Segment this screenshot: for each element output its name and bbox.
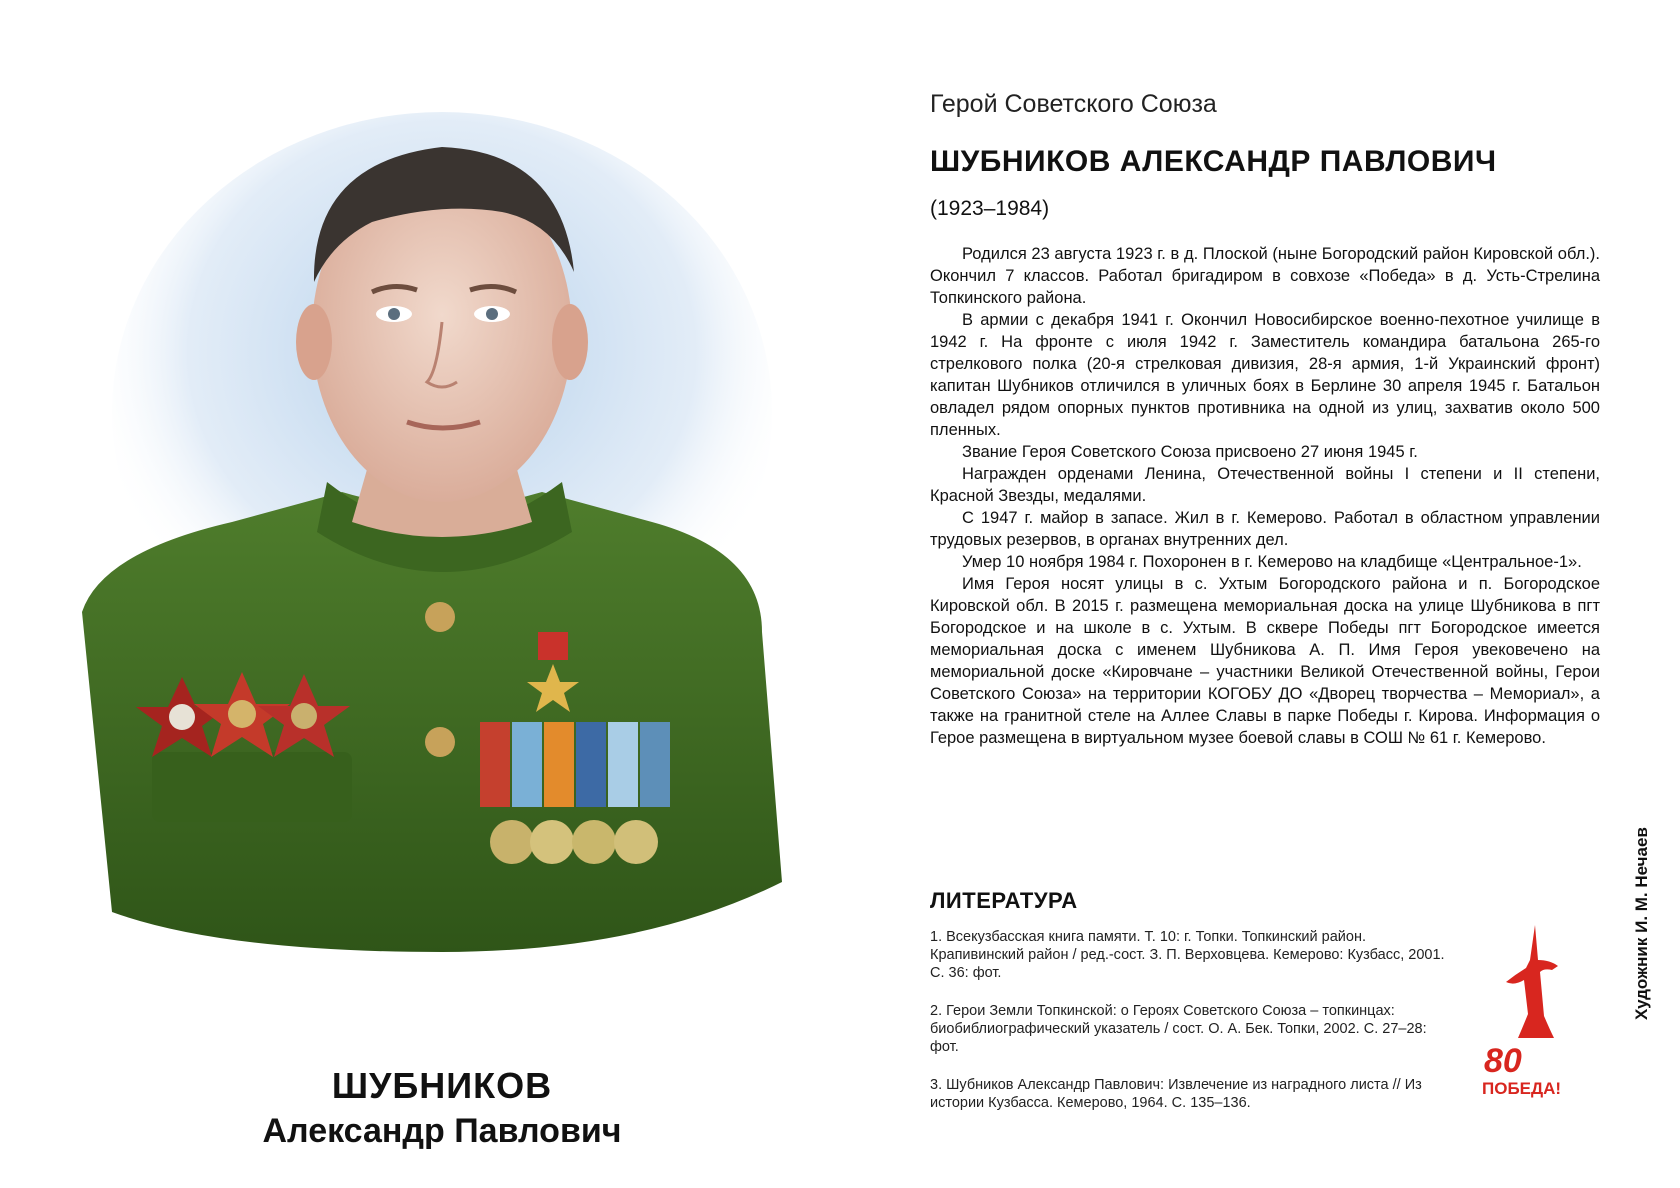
bio-paragraph: Имя Героя носят улицы в с. Ухтым Богородского района и п. Богородское Кировской обл. В 2015 г. размещена мемориальная доска на улице Шубникова в пгт Богородское и на школе в с. Ухтым. В сквере Победы пгт Богородское имеется мемориальная доска с именем Шубникова А. П. Имя Героя увековечено на мемориальной доске «Кировчане – участники Великой Отечественной войны, Герои Советского Союза» на территории КОГОБУ ДО «Дворец творчества – Мемориал», а также на гранитной стеле на Аллее Славы в парке Победы г. Кирова. Информация о Герое размещена в виртуальном музее боевой славы в СОШ № 61 г. Кемерово. bbox=[930, 575, 1600, 747]
literature-item: 3. Шубников Александр Павлович: Извлечение из наградного листа // Из истории Кузбасса. Кемерово, 1964. С. 135–136. bbox=[930, 1077, 1422, 1111]
life-years: (1923–1984) bbox=[930, 197, 1050, 220]
ear-right bbox=[552, 304, 588, 380]
order-center bbox=[228, 700, 256, 728]
bio-paragraph: Умер 10 ноября 1984 г. Похоронен в г. Кемерово на кладбище «Центральное-1». bbox=[962, 553, 1582, 571]
bio-paragraph: С 1947 г. майор в запасе. Жил в г. Кемерово. Работал в областном управлении трудовых резервов, в органах внутренних дел. bbox=[930, 509, 1600, 549]
bio-paragraph: В армии с декабря 1941 г. Окончил Новосибирское военно-пехотное училище в 1942 г. На фронте с июля 1942 г. Заместитель командира батальона 265-го стрелкового полка (20-я стрелковая дивизия, 28-я армия, 1-й Украинский фронт) капитан Шубников отличился в уличных боях в Берлине 30 апреля 1945 г. Батальон овладел рядом опорных пунктов противника на одной из улиц, захватив около 500 пленных. bbox=[930, 311, 1600, 439]
artist-credit: Художник И. М. Нечаев bbox=[1632, 827, 1651, 1020]
victory-80-logo bbox=[1480, 920, 1580, 1100]
biography-panel bbox=[930, 90, 1600, 749]
bio-paragraph: Награжден орденами Ленина, Отечественной войны I степени и II степени, Красной Звезды, медалями. bbox=[930, 465, 1600, 505]
biography-text bbox=[930, 243, 1600, 749]
uniform-button bbox=[425, 602, 455, 632]
hero-star-ribbon bbox=[538, 632, 568, 660]
literature-heading: ЛИТЕРАТУРА bbox=[930, 888, 1078, 913]
logo-word: ПОБЕДА! bbox=[1482, 1079, 1562, 1098]
ear-left bbox=[296, 304, 332, 380]
order-center bbox=[291, 703, 317, 729]
literature-item: 2. Герои Земли Топкинской: о Героях Советского Союза – топкинцах: биобиблиографический указатель / сост. О. А. Бек. Топки, 2002. С. 27–28: фот. bbox=[930, 1003, 1427, 1055]
order-center bbox=[169, 704, 195, 730]
portrait-panel bbox=[42, 52, 842, 1150]
hero-portrait-painting bbox=[42, 52, 842, 1012]
chest-pocket bbox=[152, 752, 352, 822]
logo-number: 80 bbox=[1484, 1042, 1522, 1080]
portrait-given-names: Александр Павлович bbox=[262, 1112, 622, 1150]
motherland-statue-icon bbox=[1506, 925, 1558, 1038]
uniform-button bbox=[425, 727, 455, 757]
hero-title: Герой Советского Союза bbox=[930, 90, 1217, 118]
bio-paragraph: Звание Героя Советского Союза присвоено 27 июня 1945 г. bbox=[962, 443, 1418, 461]
portrait-surname: ШУБНИКОВ bbox=[331, 1065, 553, 1106]
iris-left bbox=[388, 308, 400, 320]
literature-section bbox=[930, 888, 1450, 1132]
bio-paragraph: Родился 23 августа 1923 г. в д. Плоской (ныне Богородский район Кировской обл.). Окончил 7 классов. Работал бригадиром в совхозе «Победа» в д. Усть-Стрелина Топкинского района. bbox=[930, 245, 1600, 307]
iris-right bbox=[486, 308, 498, 320]
hero-full-name: ШУБНИКОВ АЛЕКСАНДР ПАВЛОВИЧ bbox=[930, 145, 1497, 178]
literature-item: 1. Всекузбасская книга памяти. Т. 10: г. Топки. Топкинский район. Крапивинский район / ред.-сост. З. П. Верховцева. Кемерово: Кузбасс, 2001. С. 36: фот. bbox=[930, 929, 1445, 981]
portrait-caption bbox=[42, 1012, 842, 1148]
